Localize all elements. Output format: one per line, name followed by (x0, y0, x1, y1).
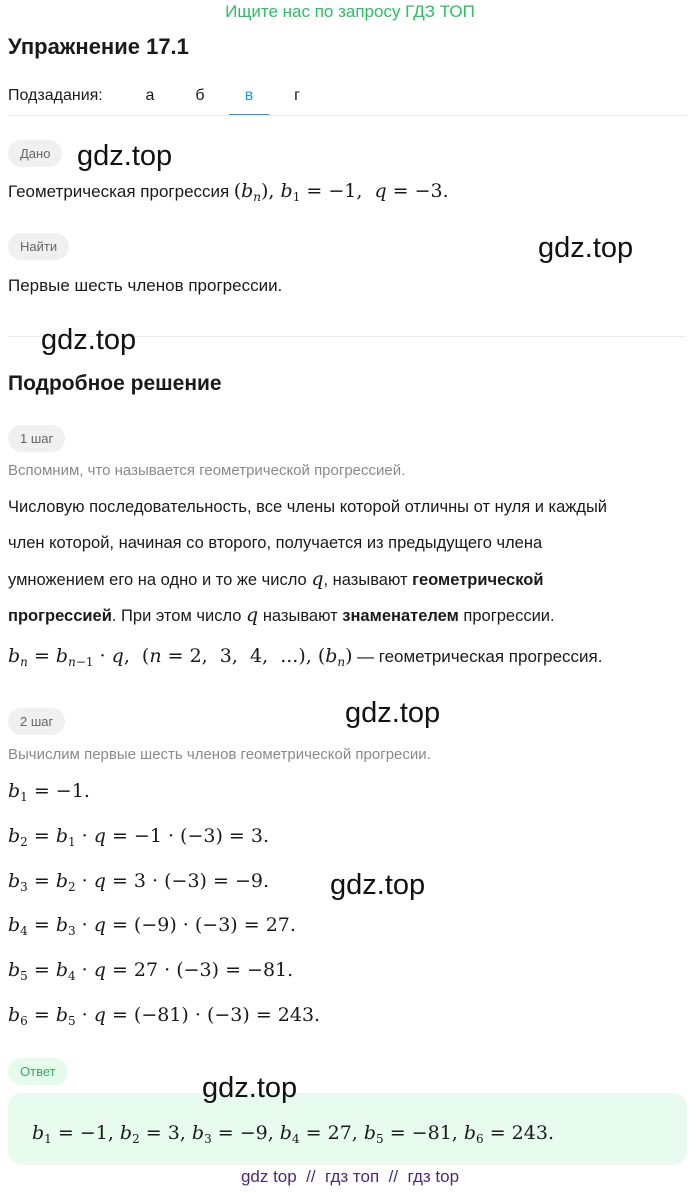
step1-line4-c: прогрессии. (463, 607, 555, 625)
watermark: gdz.top (538, 232, 634, 264)
step2-hint: Вычислим первые шесть членов геометрической прогреcии. (8, 746, 431, 763)
step1-badge (8, 425, 65, 452)
watermark: gdz.top (77, 140, 173, 172)
watermark: gdz.top (330, 869, 426, 901)
page-title: Упражнение 17.1 (8, 34, 189, 59)
step1-line2: член которой, начиная со второго, получается из предыдущего члена (8, 534, 543, 552)
term-ratio: знаменателем (342, 607, 459, 625)
step1-line4-a: . При этом число (111, 607, 242, 625)
calc-b2: $b_2 = b_1 \cdot q = -1 \cdot (-3) = 3$. (8, 825, 270, 849)
step1-line4 (8, 597, 688, 634)
step1-line4-b: называют (262, 607, 338, 625)
calc-b6: $b_6 = b_5 \cdot q = (-81) \cdot (-3) = 243$. (8, 1004, 321, 1028)
solution-title: Подробное решение (8, 372, 222, 395)
answer-label: Ответ (8, 1058, 68, 1085)
answer-badge (8, 1058, 68, 1085)
tabs-divider (8, 115, 686, 116)
step1-label: 1 шаг (8, 425, 65, 452)
watermark: gdz.top (202, 1072, 298, 1104)
footer: gdz top // гдз топ // гдз top (240, 1167, 460, 1186)
given-formula: $(b_n)$, $b_1 = -1$, q = −3. (233, 180, 449, 204)
step2-label: 2 шаг (8, 708, 65, 735)
step2-badge (8, 708, 65, 735)
step1-line1: Числовую последовательность, все члены которой отличны от нуля и каждый (8, 498, 608, 516)
tab-a[interactable]: а (145, 87, 155, 104)
step1-line3-text: умножением его на одно и то же число (8, 571, 307, 589)
find-text: Первые шесть членов прогрессии. (8, 276, 283, 295)
given-text: Геометрическая прогрессия (8, 182, 230, 201)
watermark: gdz.top (41, 324, 137, 356)
term-geometric: геометрической (412, 571, 544, 589)
step1-formula (8, 645, 602, 669)
given-label: Дано (8, 140, 62, 167)
tab-b[interactable]: б (195, 87, 205, 104)
find-badge (8, 233, 69, 260)
step1-line3-tail: , называют (323, 571, 408, 589)
calc-b3: $b_3 = b_2 \cdot q = 3 \cdot (-3) = -9$. (8, 870, 270, 894)
term-progression: прогрессией (8, 607, 112, 625)
subtasks-label: Подзадания: (8, 87, 103, 104)
top-banner: Ищите нас по запросу ГДЗ ТОП (225, 2, 475, 21)
answer-formula: $b_1 = -1$, $b_2 = 3$, $b_3 = -9$, $b_4 = 27$, $b_5 = -81$, $b_6 = 243$. (32, 1122, 554, 1146)
calc-b1: $b_1 = -1$. (8, 780, 90, 804)
given-badge (8, 140, 62, 167)
q-symbol: q (311, 568, 324, 590)
calc-b4: $b_4 = b_3 \cdot q = (-9) \cdot (-3) = 27$. (8, 914, 296, 938)
tab-g[interactable]: г (294, 87, 300, 104)
q-symbol-2: q (246, 604, 259, 626)
watermark: gdz.top (345, 697, 441, 729)
recurrence-formula: $b_n = b_{n-1} \cdot q$, (n = 2, 3, 4, ...), $(b_n)$ (8, 645, 353, 669)
formula-suffix: — геометрическая прогрессия. (357, 647, 603, 666)
step1-hint: Вспомним, что называется геометрической прогрессией. (8, 462, 406, 479)
calc-b5: $b_5 = b_4 \cdot q = 27 \cdot (-3) = -81$. (8, 959, 294, 983)
step1-line3 (8, 561, 688, 598)
find-label: Найти (8, 233, 69, 260)
tab-v[interactable]: в (229, 78, 269, 116)
given-statement (8, 180, 449, 204)
